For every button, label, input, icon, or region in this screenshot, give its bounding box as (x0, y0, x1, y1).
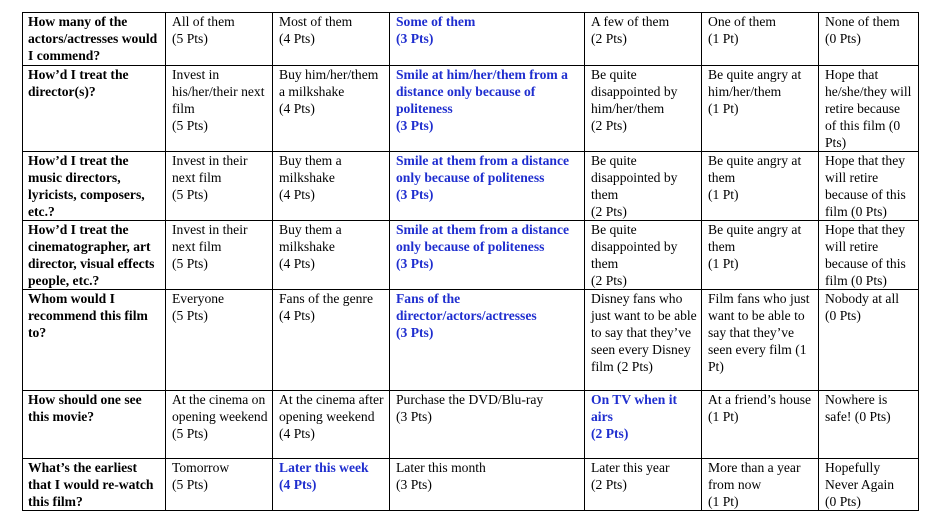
answer-cell: Later this year (2 Pts) (585, 459, 702, 511)
answer-cell: None of them (0 Pts) (819, 13, 919, 66)
answer-cell: Disney fans who just want to be able to say that they’ve seen every Disney film (2 Pts) (585, 290, 702, 391)
question-cell: How’d I treat the director(s)? (23, 66, 166, 152)
answer-cell: Be quite disappointed by them (2 Pts) (585, 152, 702, 221)
answer-cell: Most of them (4 Pts) (273, 13, 390, 66)
question-cell: How’d I treat the cinematographer, art director, visual effects people, etc.? (23, 221, 166, 290)
answer-cell: Tomorrow (5 Pts) (166, 459, 273, 511)
table-row (23, 66, 919, 152)
answer-cell: Fans of the genre (4 Pts) (273, 290, 390, 391)
rating-table (22, 12, 919, 511)
answer-cell: Everyone (5 Pts) (166, 290, 273, 391)
answer-cell: Later this week (4 Pts) (273, 459, 390, 511)
table-row (23, 391, 919, 459)
answer-cell: Hope that they will retire because of this film (0 Pts) (819, 221, 919, 290)
answer-cell: Hope that he/she/they will retire because of this film (0 Pts) (819, 66, 919, 152)
answer-cell: All of them (5 Pts) (166, 13, 273, 66)
answer-cell: Buy him/her/them a milkshake (4 Pts) (273, 66, 390, 152)
answer-cell: More than a year from now (1 Pt) (702, 459, 819, 511)
question-cell: How should one see this movie? (23, 391, 166, 459)
answer-cell: Invest in their next film (5 Pts) (166, 221, 273, 290)
answer-cell: Invest in his/her/their next film (5 Pts) (166, 66, 273, 152)
answer-cell: Hope that they will retire because of this film (0 Pts) (819, 152, 919, 221)
answer-cell: Nobody at all (0 Pts) (819, 290, 919, 391)
answer-cell: Be quite angry at them (1 Pt) (702, 152, 819, 221)
table-row (23, 221, 919, 290)
answer-cell: Some of them (3 Pts) (390, 13, 585, 66)
answer-cell: Be quite disappointed by them (2 Pts) (585, 221, 702, 290)
answer-cell: Fans of the director/actors/actresses (3 Pts) (390, 290, 585, 391)
answer-cell: Be quite disappointed by him/her/them (2 Pts) (585, 66, 702, 152)
answer-cell: Purchase the DVD/Blu-ray (3 Pts) (390, 391, 585, 459)
table-row (23, 290, 919, 391)
answer-cell: Smile at them from a distance only because of politeness (3 Pts) (390, 152, 585, 221)
answer-cell: Film fans who just want to be able to say that they’ve seen every film (1 Pt) (702, 290, 819, 391)
answer-cell: On TV when it airs (2 Pts) (585, 391, 702, 459)
answer-cell: Be quite angry at him/her/them (1 Pt) (702, 66, 819, 152)
question-cell: What’s the earliest that I would re-watch this film? (23, 459, 166, 511)
question-cell: How’d I treat the music directors, lyricists, composers, etc.? (23, 152, 166, 221)
answer-cell: At a friend’s house (1 Pt) (702, 391, 819, 459)
question-cell: Whom would I recommend this film to? (23, 290, 166, 391)
answer-cell: One of them (1 Pt) (702, 13, 819, 66)
answer-cell: Nowhere is safe! (0 Pts) (819, 391, 919, 459)
answer-cell: Buy them a milkshake (4 Pts) (273, 152, 390, 221)
answer-cell: Be quite angry at them (1 Pt) (702, 221, 819, 290)
answer-cell: Smile at them from a distance only because of politeness (3 Pts) (390, 221, 585, 290)
answer-cell: At the cinema after opening weekend (4 Pts) (273, 391, 390, 459)
answer-cell: Smile at him/her/them from a distance only because of politeness (3 Pts) (390, 66, 585, 152)
answer-cell: Buy them a milkshake (4 Pts) (273, 221, 390, 290)
table-row (23, 459, 919, 511)
answer-cell: Later this month (3 Pts) (390, 459, 585, 511)
answer-cell: At the cinema on opening weekend (5 Pts) (166, 391, 273, 459)
table-row (23, 152, 919, 221)
answer-cell: Hopefully Never Again (0 Pts) (819, 459, 919, 511)
table-row (23, 13, 919, 66)
answer-cell: A few of them (2 Pts) (585, 13, 702, 66)
answer-cell: Invest in their next film (5 Pts) (166, 152, 273, 221)
question-cell: How many of the actors/actresses would I commend? (23, 13, 166, 66)
